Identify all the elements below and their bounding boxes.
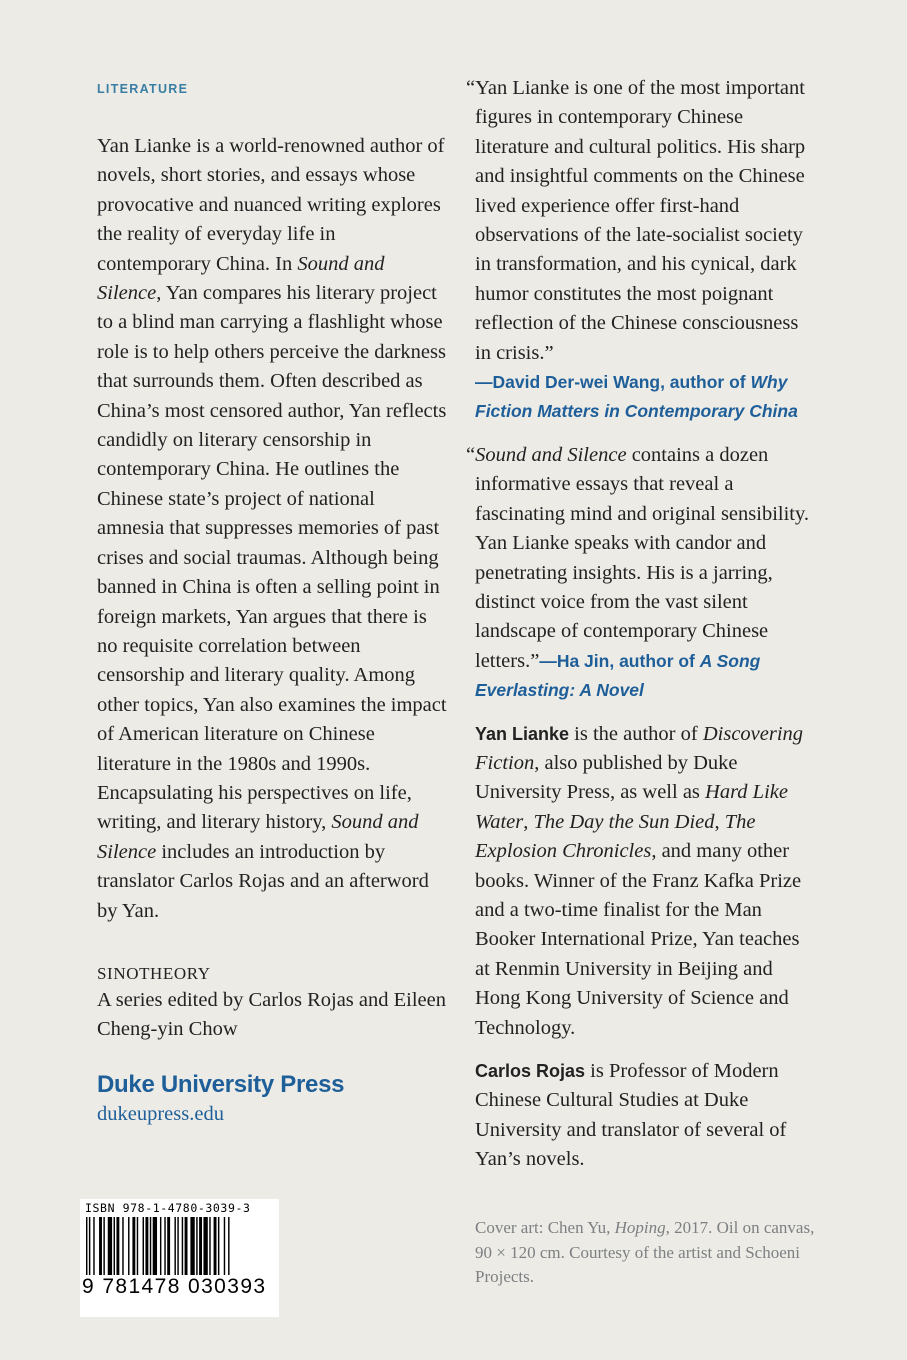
right-column [466, 74, 818, 1175]
blurb-attribution-wang: —David Der-wei Wang, author of Why Fiction Matters in Contemporary China [475, 372, 798, 422]
description-text-2: , Yan compares his literary project to a blind man carrying a flashlight whose role is to help others perceive the darkness that surrounds them. Often described as China’s most censored author, Yan reflects candidly on literary censorship in contemporary China. He outlines the Chinese state’s project of national amnesia that suppresses memories of past crises and social traumas. Although being banned in China is often a selling point in foreign markets, Yan argues that there is no requisite correlation between censorship and literary quality. Among other topics, Yan also examines the impact of American literature on Chinese literature in the 1980s and 1990s. Encapsulating his perspectives on life, writing, and literary history, [97, 282, 447, 834]
description-text-3: includes an introduction by translator Carlos Rojas and an afterword by Yan. [97, 840, 429, 922]
publisher-url-link[interactable]: dukeupress.edu [97, 1102, 224, 1125]
blurb-quote-jin: “Sound and Silence contains a dozen informative essays that reveal a fascinating mind and original sensibility. Yan Lianke speaks with candor and penetrating insights. His is a jarring, distinct voice from the vast silent landscape of contemporary Chinese letters.”—Ha Jin, author of A Song Everlasting: A Novel [466, 443, 810, 701]
blurb-quote-wang [466, 74, 818, 368]
blurb-attribution-jin: —Ha Jin, author of A Song Everlasting: A Novel [475, 650, 761, 701]
attribution-book-title: Why Fiction Matters in Contemporary China [475, 372, 798, 422]
category-label: LITERATURE [97, 82, 189, 96]
publisher-name: Duke University Press [97, 1070, 345, 1098]
description-text-1: Yan Lianke is a world-renowned author of novels, short stories, and essays whose provocative and nuanced writing explores the reality of everyday life in contemporary China. In [97, 135, 445, 275]
series-description: A series edited by Carlos Rojas and Eileen Cheng-yin Chow [97, 988, 446, 1041]
barcode-number: 9 781478 030393 [82, 1275, 267, 1298]
book-title-ref: Sound and Silence [475, 443, 627, 466]
barcode-bars-icon [86, 1217, 274, 1275]
cover-art-credit: Cover art: Chen Yu, Hoping, 2017. Oil on canvas, 90 × 120 cm. Courtesy of the artist and Schoeni Projects. [475, 1218, 815, 1286]
quote-text: “Yan Lianke is one of the most important figures in contemporary Chinese literature and cultural politics. His sharp and insightful comments on the Chinese lived experience offer first-hand observations of the late-socialist society in transformation, and his cynical, dark humor constitutes the most poignant reflection of the Chinese consciousness in crisis.” [466, 77, 806, 364]
series-label: SINOTHEORY [97, 963, 211, 983]
isbn-text: ISBN 978-1-4780-3039-3 [85, 1201, 251, 1215]
author-bio: Yan Lianke is the author of Discovering Fiction, also published by Duke University Press, as well as Hard Like Water, The Day the Sun Died, The Explosion Chronicles, and many other books. Winner of the Franz Kafka Prize and a two-time finalist for the Man Booker International Prize, Yan teaches at Renmin University in Beijing and Hong Kong University of Science and Technology. [475, 722, 804, 1039]
book-title-ref: Sound and Silence [97, 252, 385, 305]
left-column [97, 82, 447, 1126]
book-title-ref: Sound and Silence [97, 811, 419, 863]
book-description [97, 132, 447, 926]
attribution-book-title: A Song Everlasting: A Novel [475, 650, 761, 701]
isbn-barcode [80, 1199, 279, 1317]
author-name: Yan Lianke [475, 723, 570, 744]
translator-name: Carlos Rojas [475, 1061, 586, 1081]
translator-bio: Carlos Rojas is Professor of Modern Chinese Cultural Studies at Duke University and translator of several of Yan’s novels. [475, 1060, 787, 1171]
